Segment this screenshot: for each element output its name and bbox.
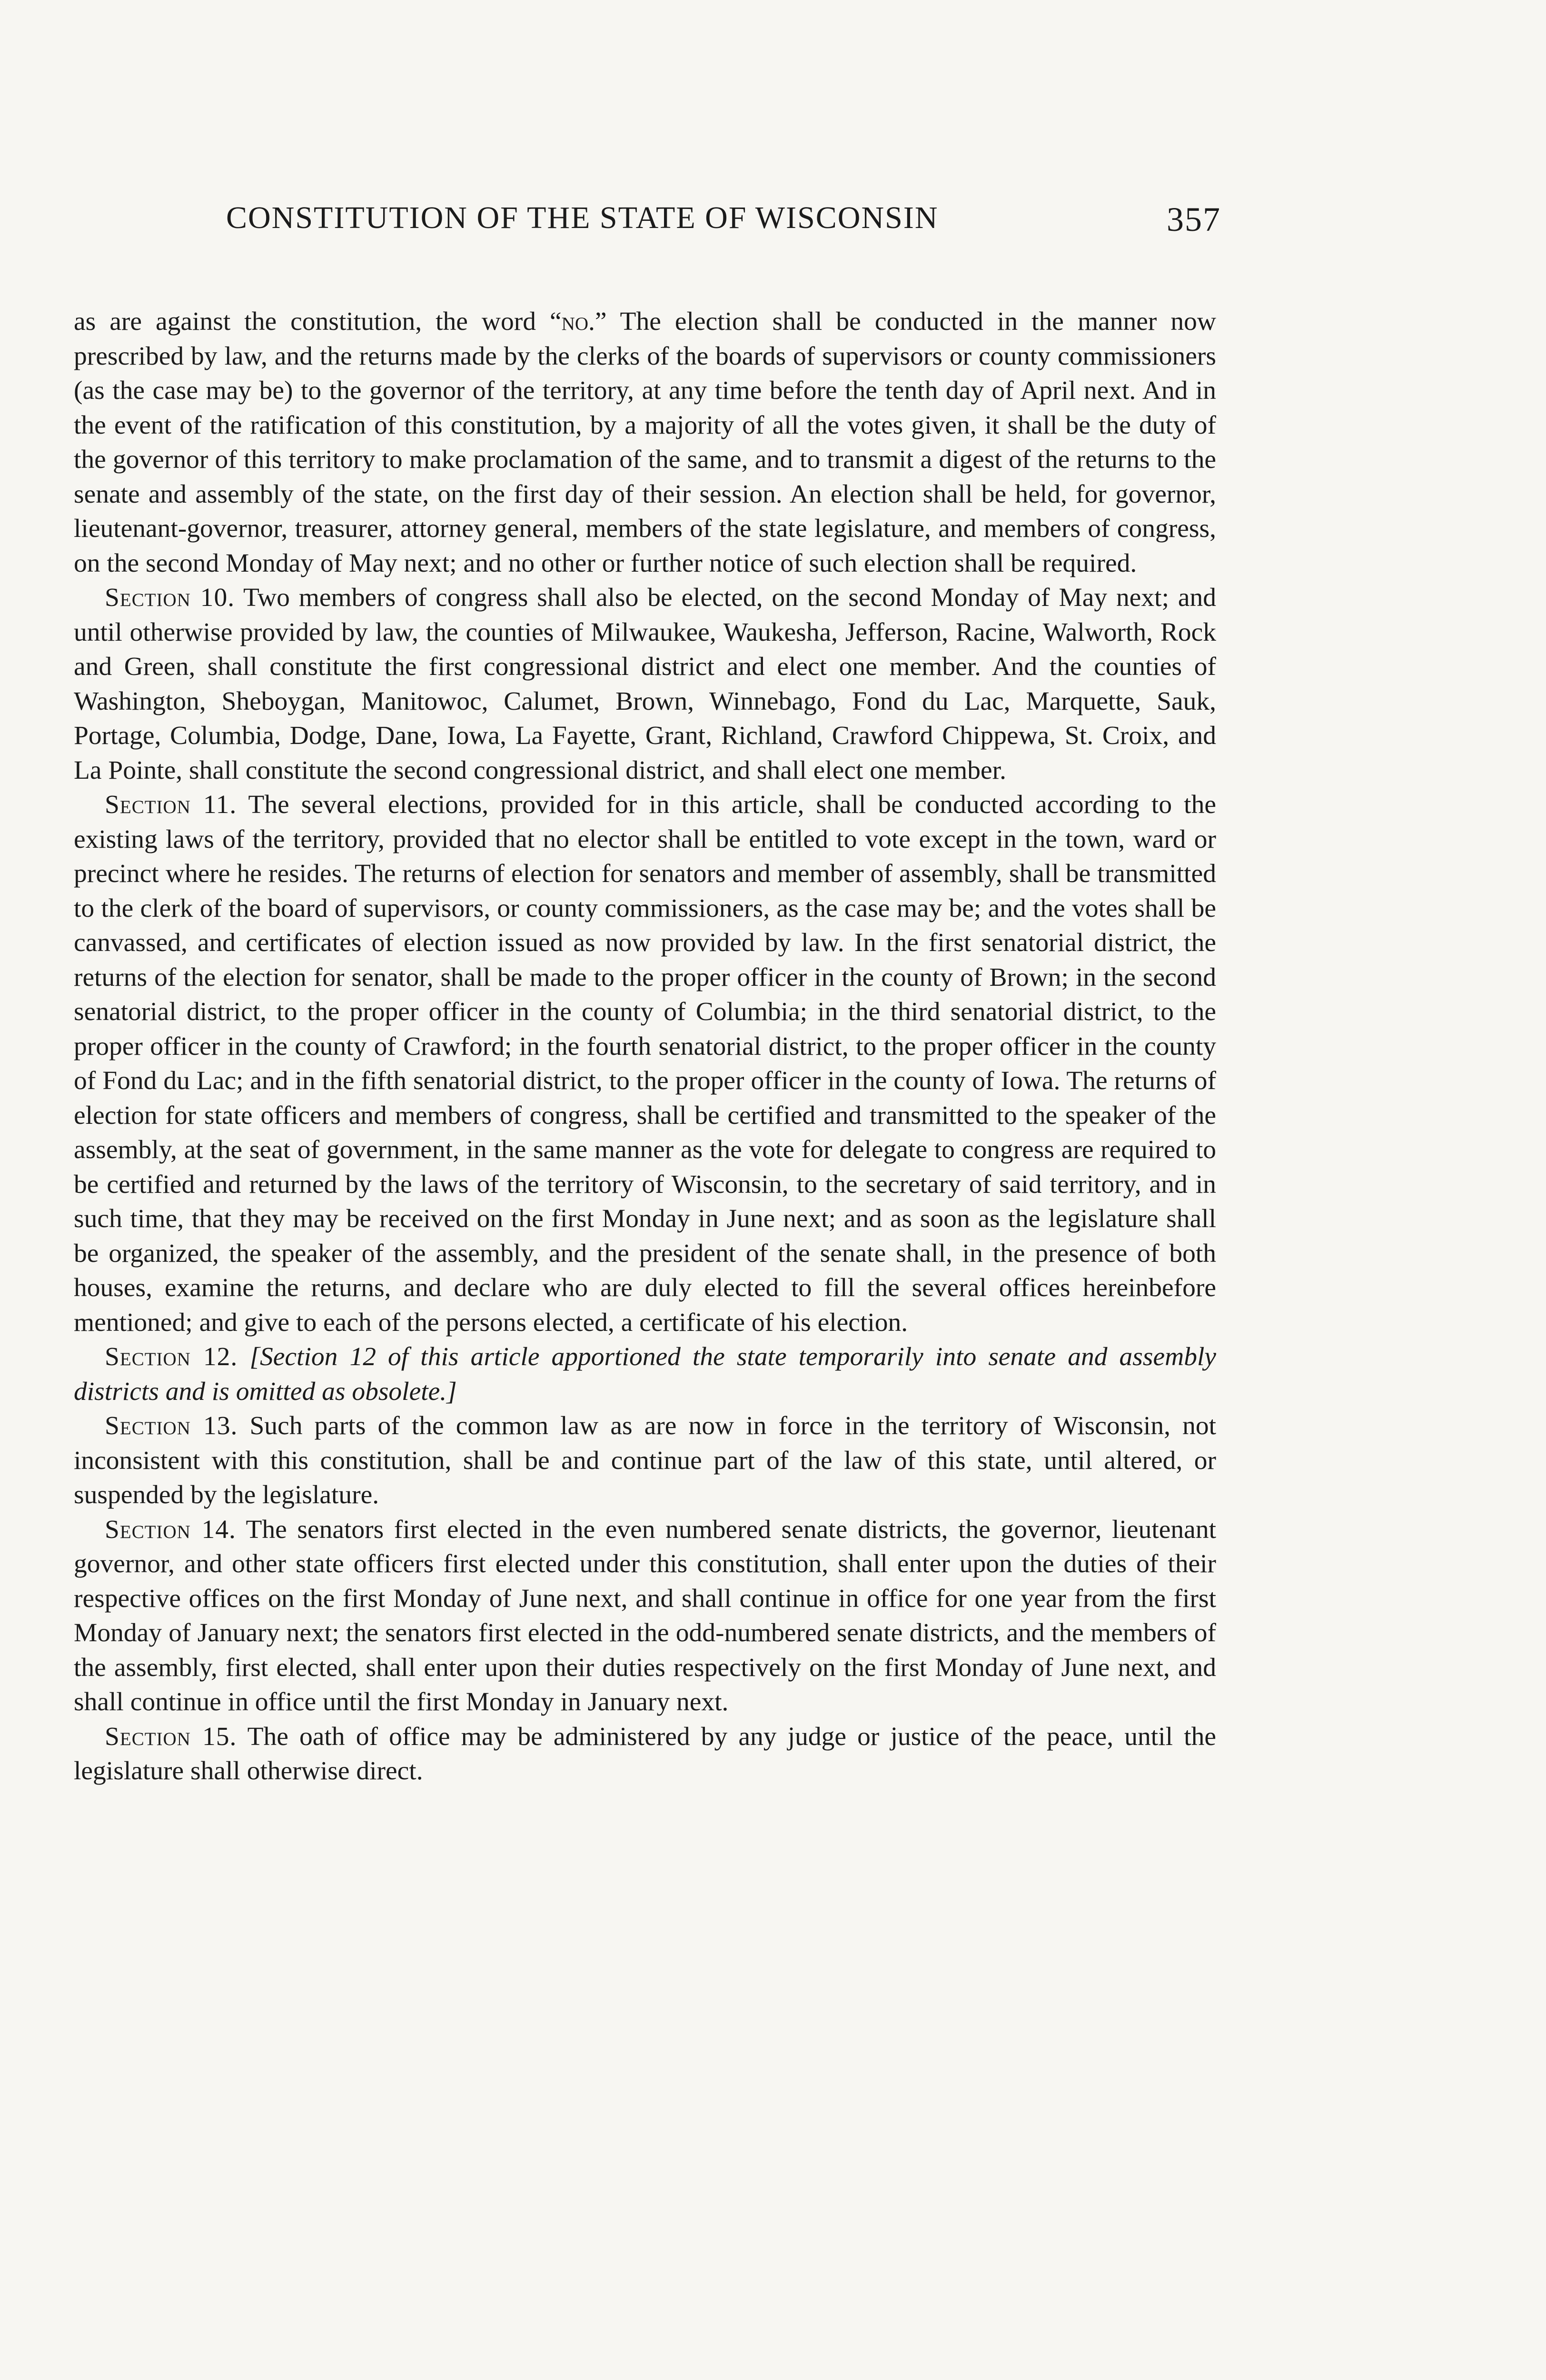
section-text: The oath of office may be administered by any judge or justice of the peace, until the legislature shall otherwise direct. xyxy=(74,1722,1217,1785)
section-text: Two members of congress shall also be elected, on the second Monday of May next; and until otherwise provided by law, the counties of Milwaukee, Waukesha, Jefferson, Racine, Walworth, Rock and Green, shall constitute the first congressional district and elect one member. And the counties of Washington, Sheboygan, Manitowoc, Calumet, Brown, Winnebago, Fond du Lac, Marquette, Sauk, Portage, Columbia, Dodge, Dane, Iowa, La Fayette, Grant, Richland, Crawford Chippewa, St. Croix, and La Pointe, shall constitute the second congressional district, and shall elect one member. xyxy=(74,583,1217,785)
paragraph-continuation xyxy=(74,305,1216,581)
section-15 xyxy=(74,1720,1216,1789)
section-10 xyxy=(74,581,1216,788)
section-13 xyxy=(74,1409,1216,1513)
section-label: Section 10. xyxy=(105,583,235,612)
section-text: The senators first elected in the even numbered senate districts, the governor, lieutenant governor, and other state officers first elected under this constitution, shall enter upon the duties of their respective offices on the first Monday of June next, and shall continue in office for one year from the first Monday of January next; the senators first elected in the odd-numbered senate districts, and the members of the assembly, first elected, shall enter upon their duties respectively on the first Monday of June next, and shall continue in office until the first Monday in January next. xyxy=(74,1515,1216,1716)
section-text: Such parts of the common law as are now in force in the territory of Wisconsin, not inconsistent with this constitution, shall be and continue part of the law of this state, until altered, or suspended by the legislature. xyxy=(74,1411,1217,1509)
section-11 xyxy=(74,788,1216,1340)
section-label: Section 12. xyxy=(105,1342,238,1371)
section-note: [Section 12 of this article apportioned the state temporarily into senate and assembly districts and is omitted as obsolete.] xyxy=(74,1342,1217,1406)
section-label: Section 14. xyxy=(105,1515,236,1544)
body-text xyxy=(74,305,1216,1789)
running-head xyxy=(74,200,1221,252)
running-title: CONSTITUTION OF THE STATE OF WISCONSIN xyxy=(226,200,939,235)
vote-no-word: no. xyxy=(561,307,595,336)
section-14 xyxy=(74,1513,1216,1720)
paragraph-text-b: ” The election shall be conducted in the manner now prescribed by law, and the returns made by the clerks of the boards of supervisors or county commissioners (as the case may be) to the governor of the territory, at any time before the tenth day of April next. And in the event of the ratification of this constitution, by a majority of all the votes given, it shall be the duty of the governor of this territory to make proclamation of the same, and to transmit a digest of the returns to the senate and assembly of the state, on the first day of their session. An election shall be held, for governor, lieutenant-governor, treasurer, attorney general, members of the state legislature, and members of congress, on the second Monday of May next; and no other or further notice of such election shall be required. xyxy=(74,307,1216,578)
section-label: Section 13. xyxy=(105,1411,238,1440)
section-12 xyxy=(74,1340,1216,1409)
section-label: Section 11. xyxy=(105,790,237,819)
paragraph-text-a: as are against the constitution, the word “ xyxy=(74,307,562,336)
page xyxy=(74,200,1221,1789)
section-label: Section 15. xyxy=(105,1722,237,1751)
section-text: The several elections, provided for in this article, shall be conducted according to the existing laws of the territory, provided that no elector shall be entitled to vote except in the town, ward or precinct where he resides. The returns of election for senators and member of assembly, shall be transmitted to the clerk of the board of supervisors, or county commissioners, as the case may be; and the votes shall be canvassed, and certificates of election issued as now provided by law. In the first senatorial district, the returns of the election for senator, shall be made to the proper officer in the county of Brown; in the second senatorial district, to the proper officer in the county of Columbia; in the third senatorial district, to the proper officer in the county of Crawford; in the fourth senatorial district, to the proper officer in the county of Fond du Lac; and in the fifth senatorial district, to the proper officer in the county of Iowa. The returns of election for state officers and members of congress, shall be certified and transmitted to the speaker of the assembly, at the seat of government, in the same manner as the vote for delegate to congress are required to be certified and returned by the laws of the territory of Wisconsin, to the secretary of said territory, and in such time, that they may be received on the first Monday in June next; and as soon as the legislature shall be organized, the speaker of the assembly, and the president of the senate shall, in the presence of both houses, examine the returns, and declare who are duly elected to fill the several offices hereinbefore mentioned; and give to each of the persons elected, a certificate of his election. xyxy=(74,790,1216,1337)
page-number: 357 xyxy=(1167,200,1221,238)
